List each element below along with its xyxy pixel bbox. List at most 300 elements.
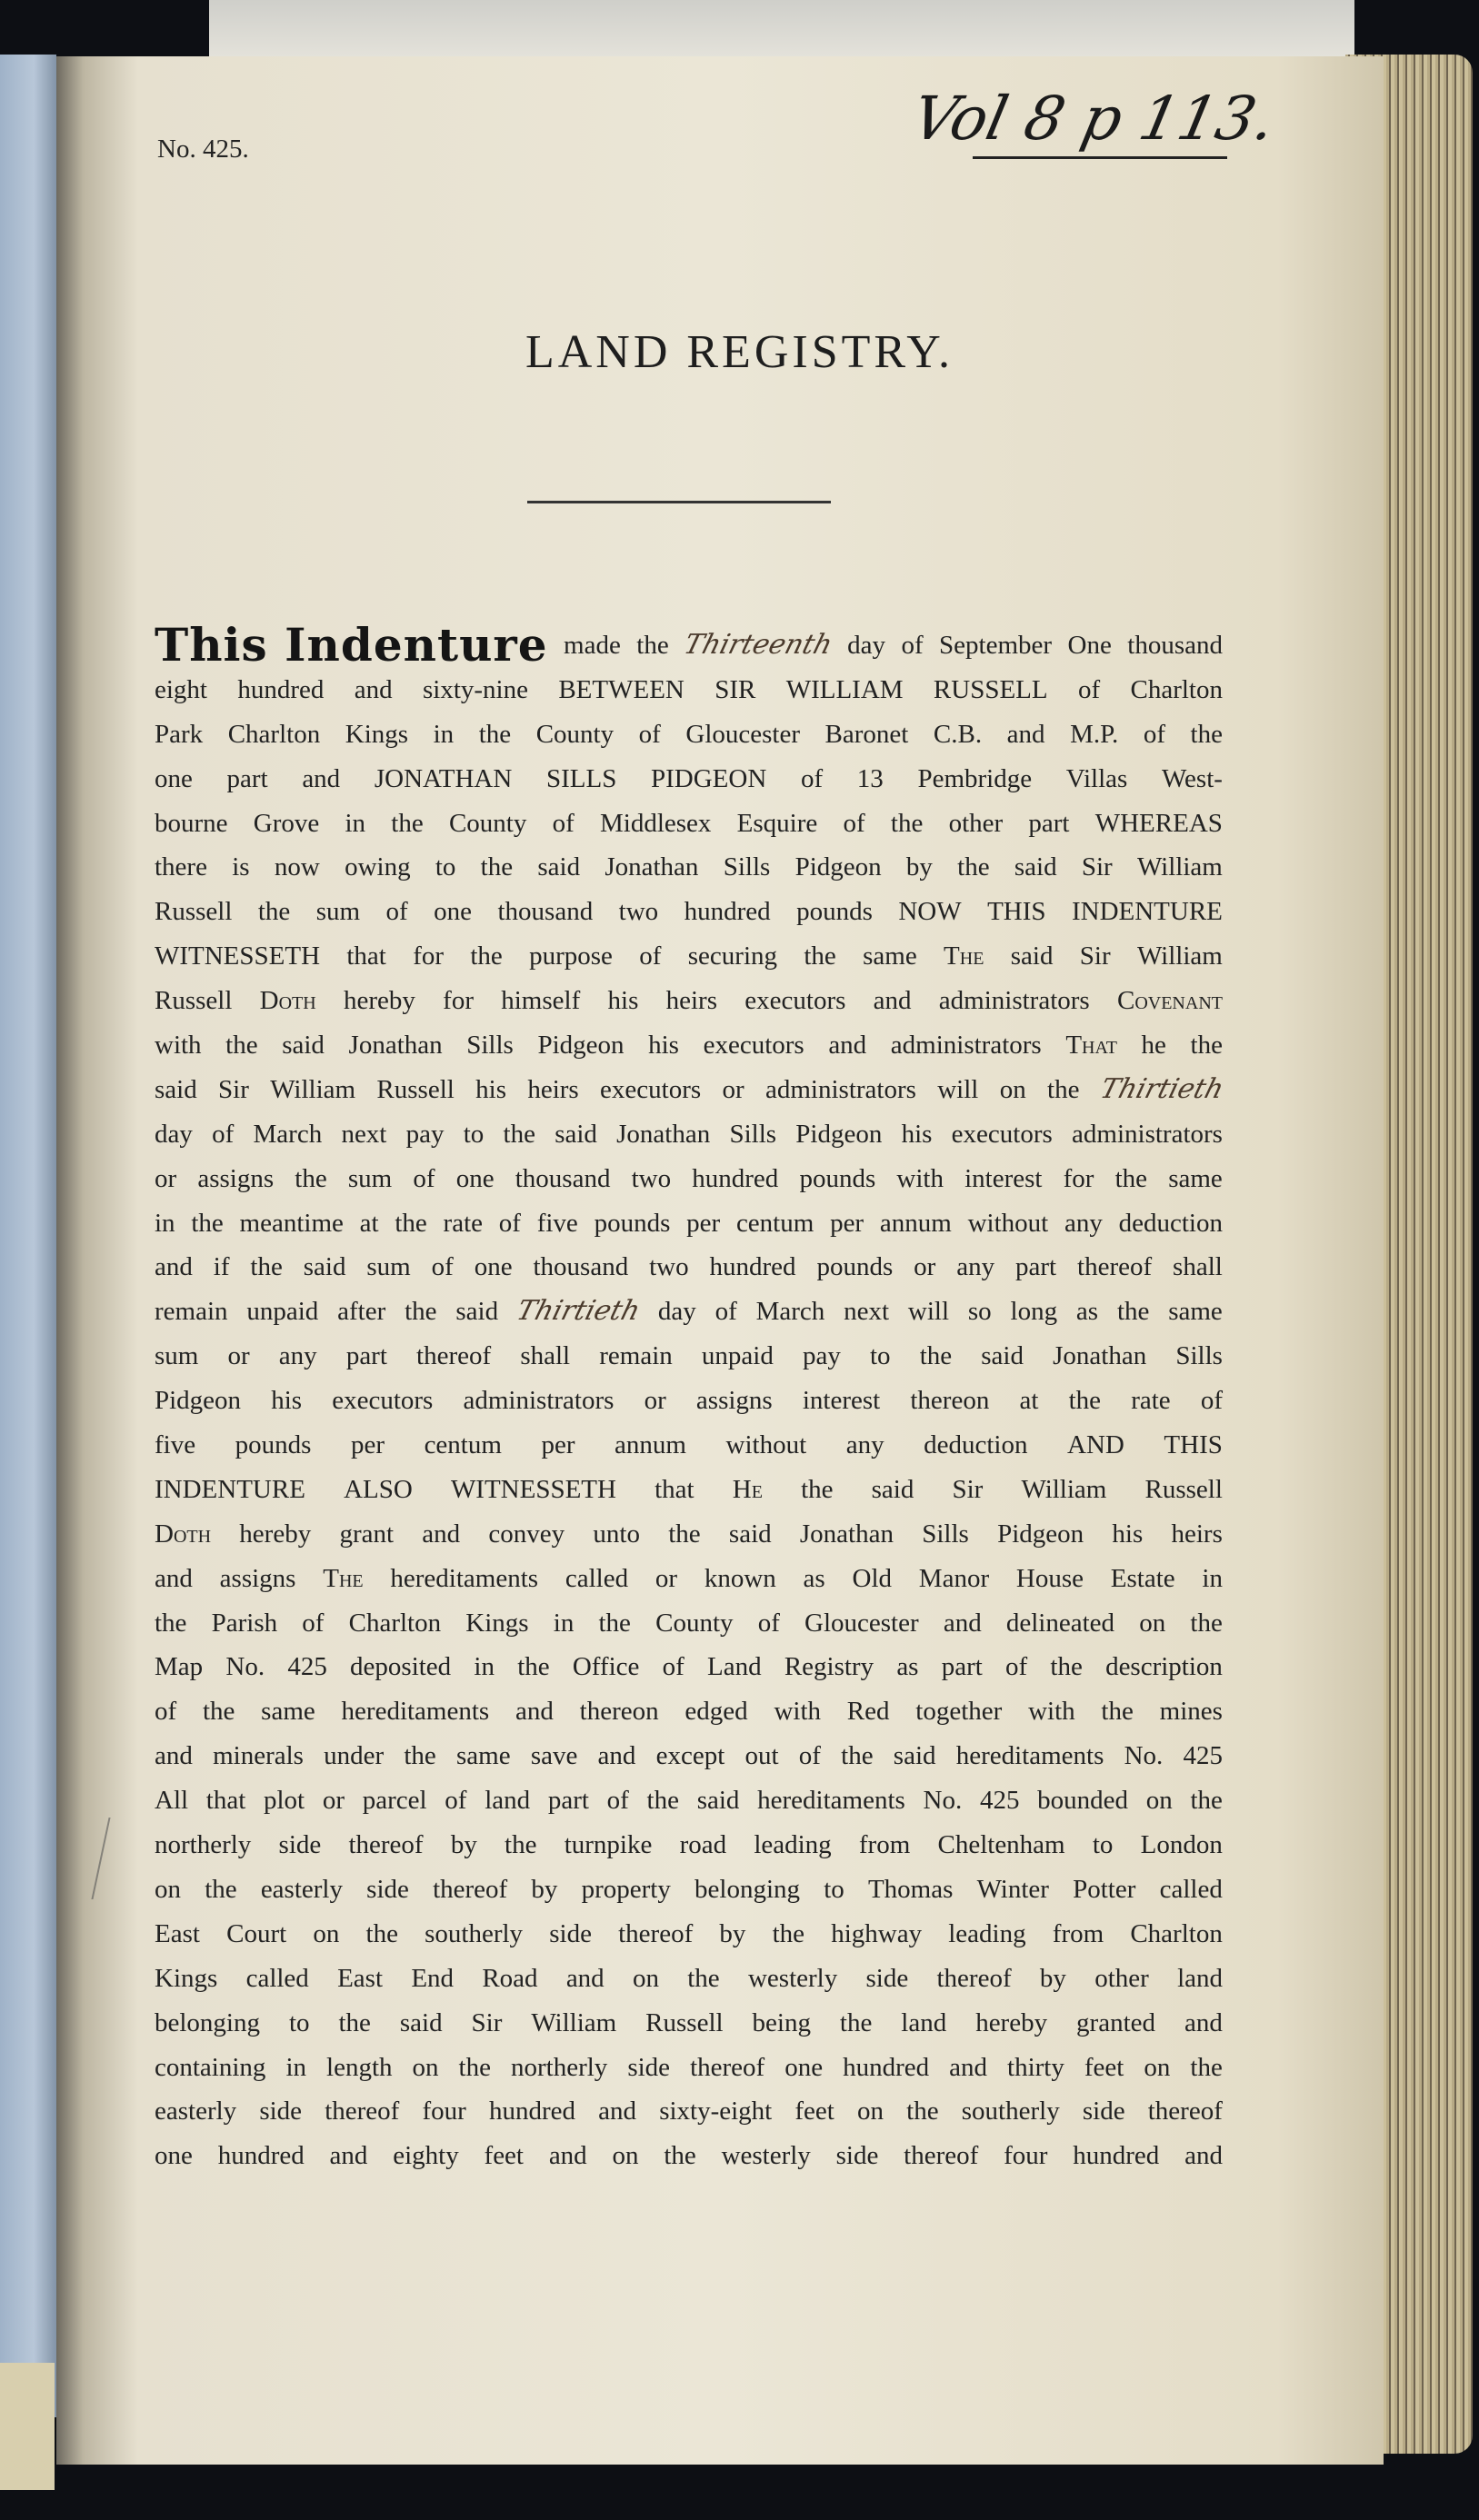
word: pounds bbox=[796, 897, 873, 927]
small-caps-word: The bbox=[323, 1563, 364, 1593]
word: feet bbox=[1084, 2052, 1124, 2082]
word: westerly bbox=[747, 1963, 838, 1993]
word: leading bbox=[948, 1918, 1026, 1948]
word: and bbox=[155, 1741, 193, 1771]
document-number: No. 425. bbox=[157, 134, 249, 164]
word: Jonathan bbox=[1053, 1341, 1147, 1371]
word: hundred bbox=[237, 674, 325, 704]
word: Office bbox=[572, 1652, 640, 1682]
word: Manor bbox=[918, 1563, 990, 1593]
text-line bbox=[155, 1245, 1223, 1290]
word: annum bbox=[879, 1208, 952, 1238]
word: sum bbox=[155, 1341, 199, 1371]
word: leading bbox=[754, 1830, 832, 1860]
word: side bbox=[1082, 2097, 1125, 2127]
word: administrators bbox=[938, 986, 1090, 1016]
word: day bbox=[657, 1297, 696, 1327]
handwritten-entry: Thirteenth bbox=[680, 629, 836, 661]
word: any bbox=[278, 1341, 317, 1371]
word: and bbox=[597, 1741, 636, 1771]
blackletter-heading: This Indenture bbox=[155, 618, 548, 672]
word: of bbox=[638, 719, 661, 749]
word: any bbox=[1064, 1208, 1103, 1238]
word: feet bbox=[794, 2097, 834, 2127]
word: THIS bbox=[987, 897, 1046, 927]
word: hereditaments bbox=[955, 1741, 1104, 1771]
word: and bbox=[515, 1697, 554, 1727]
word: thousand bbox=[515, 1163, 611, 1193]
word: of bbox=[800, 763, 824, 793]
word: the bbox=[1114, 1163, 1148, 1193]
word: East bbox=[337, 1963, 384, 1993]
word: 425 bbox=[287, 1652, 327, 1682]
word: one bbox=[455, 1163, 495, 1193]
word: the bbox=[191, 1208, 224, 1238]
word: the bbox=[636, 631, 669, 660]
word: property bbox=[581, 1874, 671, 1904]
word: of bbox=[1077, 674, 1101, 704]
word: of bbox=[212, 1119, 235, 1149]
word: the bbox=[395, 1208, 427, 1238]
word: Thomas bbox=[867, 1874, 954, 1904]
word: out bbox=[744, 1741, 779, 1771]
word: and bbox=[1184, 2007, 1223, 2037]
word: Registry bbox=[784, 1652, 874, 1682]
word: of bbox=[413, 1163, 435, 1193]
word: WILLIAM bbox=[785, 674, 904, 704]
word: No. bbox=[225, 1652, 265, 1682]
word: sixty-eight bbox=[659, 2097, 773, 2127]
word: hereby bbox=[239, 1519, 312, 1549]
word: Sills bbox=[723, 852, 771, 882]
text-line bbox=[155, 1957, 1223, 2001]
word: Russell bbox=[155, 986, 233, 1016]
word: per bbox=[830, 1208, 864, 1238]
word: shall bbox=[1173, 1252, 1223, 1282]
word: one bbox=[474, 1252, 513, 1282]
word: the bbox=[365, 1918, 398, 1948]
word: securing bbox=[687, 941, 778, 971]
text-line bbox=[155, 1290, 1223, 1334]
text-line bbox=[155, 1068, 1227, 1112]
word: Pembridge bbox=[917, 763, 1033, 793]
word: two bbox=[618, 897, 659, 927]
word: House bbox=[1015, 1563, 1084, 1593]
word: sum bbox=[347, 1163, 393, 1193]
word: the bbox=[919, 1341, 953, 1371]
word: thereof bbox=[904, 2141, 979, 2171]
word: hereditaments bbox=[341, 1697, 490, 1727]
word: JONATHAN bbox=[374, 763, 513, 793]
text-line bbox=[155, 712, 1223, 757]
word: pounds bbox=[235, 1430, 312, 1460]
word: hereditaments bbox=[757, 1786, 905, 1816]
word: No. bbox=[923, 1786, 963, 1816]
word: of bbox=[431, 1252, 454, 1282]
word: the bbox=[155, 1608, 187, 1638]
word: thereof bbox=[325, 2097, 400, 2127]
word: Middlesex bbox=[600, 808, 712, 838]
word: his bbox=[271, 1386, 303, 1416]
word: Russell bbox=[645, 2007, 724, 2037]
word: C.B. bbox=[933, 719, 983, 749]
word: by bbox=[1039, 1963, 1066, 1993]
word: and bbox=[1006, 719, 1045, 749]
word: thereof bbox=[1147, 2097, 1223, 2127]
word: rate bbox=[443, 1208, 484, 1238]
word: 425 bbox=[979, 1786, 1020, 1816]
text-line bbox=[155, 802, 1223, 846]
word: himself bbox=[501, 986, 581, 1016]
small-caps-word: He bbox=[732, 1474, 763, 1504]
word: 13 bbox=[856, 763, 884, 793]
word: or bbox=[655, 1563, 678, 1593]
word: the bbox=[225, 1031, 258, 1061]
word: the bbox=[250, 1252, 283, 1282]
word: with bbox=[774, 1697, 821, 1727]
word: interest bbox=[964, 1163, 1043, 1193]
word: hundred bbox=[692, 1163, 779, 1193]
word: of bbox=[662, 1652, 685, 1682]
word: pounds bbox=[594, 1208, 671, 1238]
word: of bbox=[1143, 719, 1165, 749]
word: administrators bbox=[890, 1031, 1042, 1061]
word: minerals bbox=[213, 1741, 304, 1771]
word: mines bbox=[1159, 1697, 1223, 1727]
word: bourne bbox=[155, 808, 228, 838]
word: Sir bbox=[218, 1074, 249, 1104]
word: for bbox=[1063, 1163, 1094, 1193]
word: belonging bbox=[155, 2007, 260, 2037]
word: bounded bbox=[1037, 1786, 1129, 1816]
word: thereon bbox=[579, 1697, 659, 1727]
word: the bbox=[839, 2007, 873, 2037]
word: by bbox=[531, 1874, 558, 1904]
word: on bbox=[999, 1074, 1026, 1104]
word: without bbox=[725, 1430, 807, 1460]
word: he bbox=[1141, 1031, 1166, 1061]
word: Charlton bbox=[227, 719, 321, 749]
word: the bbox=[664, 2141, 696, 2171]
word: RUSSELL bbox=[933, 674, 1048, 704]
word: and bbox=[943, 1608, 982, 1638]
word: per bbox=[686, 1208, 721, 1238]
word: that bbox=[655, 1474, 695, 1504]
word: the bbox=[804, 941, 836, 971]
word: of bbox=[445, 1786, 467, 1816]
word: road bbox=[679, 1830, 727, 1860]
word: five bbox=[155, 1430, 196, 1460]
word: Villas bbox=[1065, 763, 1128, 793]
word: hereby bbox=[343, 986, 415, 1016]
word: in bbox=[433, 719, 455, 749]
text-line bbox=[155, 2046, 1223, 2090]
word: and bbox=[548, 2141, 587, 2171]
word: heirs bbox=[1171, 1519, 1223, 1549]
word: hundred bbox=[1073, 2141, 1160, 2171]
word: centum bbox=[735, 1208, 814, 1238]
word: the bbox=[841, 1741, 874, 1771]
word: and bbox=[949, 2052, 988, 2082]
word: executors bbox=[600, 1074, 702, 1104]
word: County bbox=[448, 808, 527, 838]
word: on bbox=[632, 1963, 659, 1993]
word: one bbox=[155, 2141, 193, 2171]
word: any bbox=[956, 1252, 995, 1282]
word: pay bbox=[405, 1119, 445, 1149]
word: easterly bbox=[155, 2097, 237, 2127]
word: said bbox=[981, 1341, 1024, 1371]
word: centum bbox=[424, 1430, 502, 1460]
word: called bbox=[565, 1563, 629, 1593]
word: the bbox=[391, 808, 424, 838]
word: or bbox=[227, 1341, 250, 1371]
word: Gloucester bbox=[685, 719, 800, 749]
word: with bbox=[896, 1163, 944, 1193]
word: executors bbox=[951, 1119, 1053, 1149]
word: INDENTURE bbox=[1071, 897, 1223, 927]
word: plot bbox=[264, 1786, 305, 1816]
word: assigns bbox=[219, 1563, 296, 1593]
word: two bbox=[649, 1252, 689, 1282]
text-line bbox=[155, 845, 1223, 890]
word: by bbox=[719, 1918, 746, 1948]
word: save bbox=[530, 1741, 578, 1771]
word: after bbox=[337, 1297, 386, 1327]
word: of bbox=[901, 631, 924, 660]
word: Sir bbox=[471, 2007, 503, 2037]
word: westerly bbox=[721, 2141, 811, 2171]
word: Kings bbox=[345, 719, 409, 749]
word: of bbox=[639, 941, 662, 971]
word: and bbox=[422, 1519, 461, 1549]
word: March bbox=[755, 1297, 825, 1327]
word: ALSO bbox=[344, 1474, 413, 1504]
word: said bbox=[155, 1074, 197, 1104]
word: William bbox=[1021, 1474, 1107, 1504]
word: thereof bbox=[348, 1830, 424, 1860]
word: hundred bbox=[488, 2097, 575, 2127]
word: on bbox=[313, 1918, 340, 1948]
word: said bbox=[455, 1297, 499, 1327]
word: said bbox=[399, 2007, 443, 2037]
word: in bbox=[345, 808, 366, 838]
word: thereof bbox=[1077, 1252, 1153, 1282]
word: and bbox=[873, 986, 912, 1016]
word: or bbox=[914, 1252, 936, 1282]
word: southerly bbox=[961, 2097, 1060, 2127]
word: shall bbox=[520, 1341, 571, 1371]
book-cover-edge bbox=[0, 55, 56, 2417]
word: the bbox=[517, 1652, 550, 1682]
word: of bbox=[498, 1208, 521, 1238]
word: deduction bbox=[1118, 1208, 1223, 1238]
word: called bbox=[245, 1963, 309, 1993]
word: hundred bbox=[684, 897, 771, 927]
word: hereditaments bbox=[390, 1563, 539, 1593]
word: thereof bbox=[936, 1963, 1012, 1993]
word: eight bbox=[155, 674, 207, 704]
word: THIS bbox=[1164, 1430, 1223, 1460]
word: and bbox=[155, 1252, 193, 1282]
word: in bbox=[1202, 1563, 1223, 1593]
word: the bbox=[458, 2052, 491, 2082]
word: and bbox=[354, 674, 393, 704]
word: of bbox=[385, 897, 408, 927]
word: now bbox=[274, 852, 320, 882]
text-line bbox=[155, 1512, 1223, 1557]
word: the bbox=[404, 1741, 436, 1771]
text-line bbox=[155, 1157, 1223, 1201]
word: length bbox=[326, 2052, 393, 2082]
word: of bbox=[155, 1697, 177, 1727]
word: meantime bbox=[239, 1208, 344, 1238]
word: land bbox=[485, 1786, 531, 1816]
word: heirs bbox=[527, 1074, 579, 1104]
word: his bbox=[901, 1119, 933, 1149]
word: two bbox=[631, 1163, 672, 1193]
word: delineated bbox=[1005, 1608, 1115, 1638]
word: sum bbox=[315, 897, 361, 927]
word: Russell bbox=[376, 1074, 455, 1104]
text-line bbox=[155, 1823, 1223, 1868]
word: Kings bbox=[465, 1608, 529, 1638]
word: said bbox=[282, 1031, 325, 1061]
word: No. bbox=[1124, 1741, 1164, 1771]
text-line bbox=[155, 979, 1223, 1023]
word: Winter bbox=[976, 1874, 1049, 1904]
word: Grove bbox=[253, 808, 320, 838]
word: Pidgeon bbox=[794, 852, 882, 882]
word: WHEREAS bbox=[1094, 808, 1223, 838]
word: northerly bbox=[511, 2052, 608, 2082]
word: of bbox=[1200, 1386, 1223, 1416]
text-line bbox=[155, 2134, 1223, 2178]
word: highway bbox=[831, 1918, 923, 1948]
word: deposited bbox=[350, 1652, 452, 1682]
word: to bbox=[288, 2007, 310, 2037]
word: thereof bbox=[618, 1918, 694, 1948]
word: Russell bbox=[1144, 1474, 1223, 1504]
word: the bbox=[205, 1874, 237, 1904]
word: owing bbox=[345, 852, 411, 882]
word: said bbox=[555, 1119, 597, 1149]
word: part bbox=[1015, 1252, 1057, 1282]
word: WITNESSETH bbox=[155, 941, 321, 971]
word: unpaid bbox=[246, 1297, 319, 1327]
word: Jonathan bbox=[348, 1031, 443, 1061]
word: of bbox=[757, 1608, 780, 1638]
word: convey bbox=[488, 1519, 565, 1549]
word: Old bbox=[852, 1563, 892, 1593]
word: made bbox=[564, 631, 621, 660]
word: Jonathan bbox=[799, 1519, 894, 1549]
word: for bbox=[413, 941, 445, 971]
word: and bbox=[828, 1031, 867, 1061]
handwritten-entry: Thirtieth bbox=[513, 1295, 644, 1328]
text-line bbox=[155, 1645, 1223, 1689]
word: and bbox=[155, 1563, 193, 1593]
word: the bbox=[646, 1786, 679, 1816]
text-line bbox=[155, 668, 1223, 712]
word: thousand bbox=[497, 897, 594, 927]
word: part bbox=[226, 763, 268, 793]
word: Kings bbox=[155, 1963, 218, 1993]
word: the bbox=[772, 1918, 805, 1948]
text-line bbox=[155, 890, 1223, 934]
word: said bbox=[696, 1786, 740, 1816]
word: INDENTURE bbox=[155, 1474, 305, 1504]
word: the bbox=[1050, 1652, 1083, 1682]
small-caps-word: Doth bbox=[155, 1519, 212, 1549]
word: assigns bbox=[695, 1386, 773, 1416]
word: the bbox=[957, 852, 990, 882]
word: or bbox=[155, 1163, 177, 1193]
word: one bbox=[784, 2052, 824, 2082]
word: said bbox=[1014, 852, 1057, 882]
word: heirs bbox=[665, 986, 717, 1016]
word: eighty bbox=[393, 2141, 459, 2171]
word: Sir bbox=[1081, 852, 1113, 882]
word: day bbox=[847, 631, 885, 660]
word: in bbox=[285, 2052, 306, 2082]
word: Sills bbox=[922, 1519, 969, 1549]
text-line bbox=[155, 1334, 1223, 1379]
word: description bbox=[1105, 1652, 1223, 1682]
word: there bbox=[155, 852, 207, 882]
word: Pidgeon bbox=[997, 1519, 1084, 1549]
word: is bbox=[232, 852, 250, 882]
word: and bbox=[598, 2097, 637, 2127]
word: the bbox=[405, 1297, 437, 1327]
word: as bbox=[1075, 1297, 1099, 1327]
word: thereof bbox=[416, 1341, 492, 1371]
word: containing bbox=[155, 2052, 266, 2082]
word: under bbox=[324, 1741, 385, 1771]
word: the bbox=[906, 2097, 939, 2127]
word: at bbox=[1019, 1386, 1039, 1416]
word: or bbox=[322, 1786, 345, 1816]
word: called bbox=[1159, 1874, 1223, 1904]
word: the bbox=[478, 719, 512, 749]
word: Land bbox=[707, 1652, 762, 1682]
text-line bbox=[155, 1912, 1223, 1957]
word: of bbox=[606, 1786, 629, 1816]
word: part bbox=[1028, 808, 1070, 838]
word: thereon bbox=[910, 1386, 990, 1416]
word: unto bbox=[593, 1519, 640, 1549]
word: said bbox=[1010, 941, 1054, 971]
text-line bbox=[155, 1868, 1223, 1912]
word: deduction bbox=[924, 1430, 1028, 1460]
word: Potter bbox=[1073, 1874, 1136, 1904]
word: from bbox=[1052, 1918, 1104, 1948]
word: and bbox=[1184, 2141, 1223, 2171]
word: executors bbox=[332, 1386, 434, 1416]
word: said bbox=[893, 1741, 936, 1771]
word: unpaid bbox=[701, 1341, 774, 1371]
word: London bbox=[1140, 1830, 1223, 1860]
word: in bbox=[474, 1652, 495, 1682]
word: known bbox=[704, 1563, 776, 1593]
word: the bbox=[338, 2007, 371, 2037]
word: and bbox=[565, 1963, 605, 1993]
word: other bbox=[948, 808, 1004, 838]
word: belonging bbox=[695, 1874, 801, 1904]
word: on bbox=[155, 1874, 181, 1904]
word: as bbox=[896, 1652, 919, 1682]
word: administrators bbox=[463, 1386, 615, 1416]
